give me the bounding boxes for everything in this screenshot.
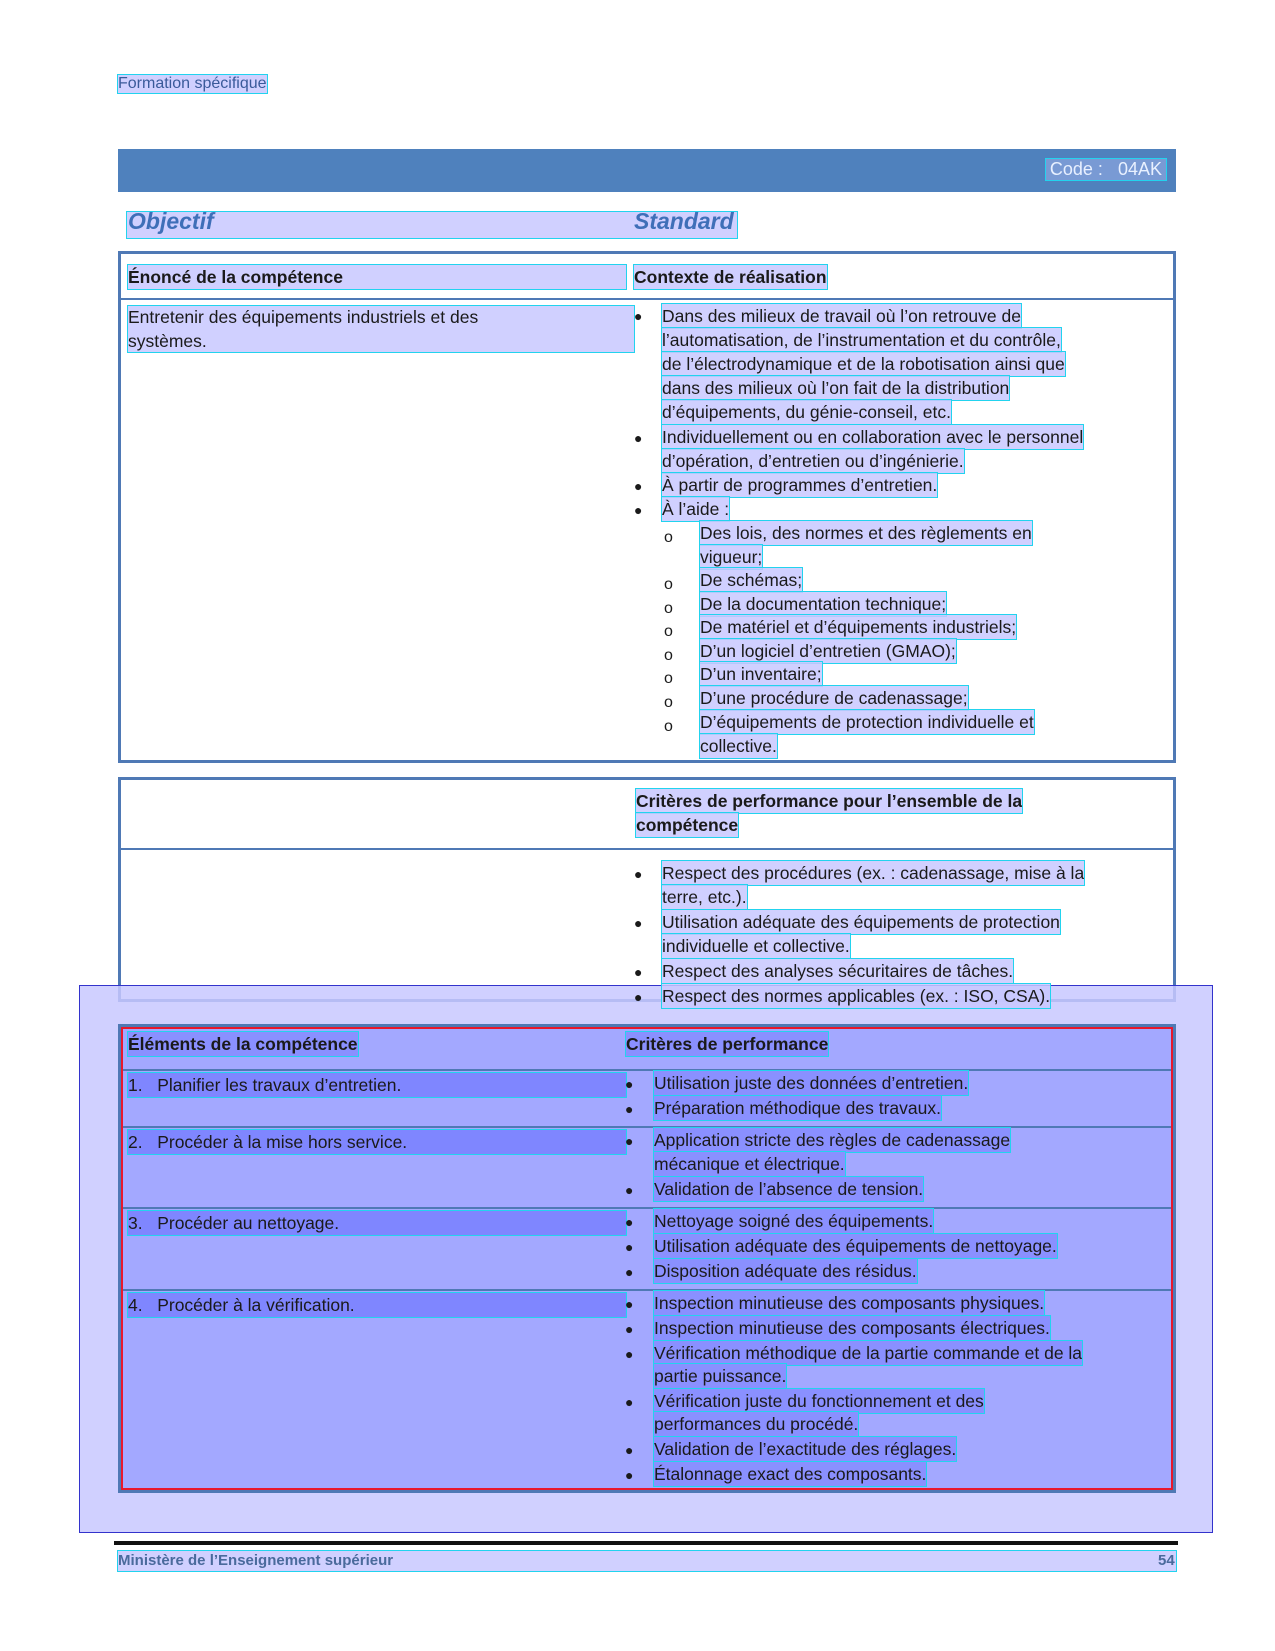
- performance-criterion: Nettoyage soigné des équipements.: [654, 1211, 934, 1231]
- aid-line: D’un inventaire;: [700, 664, 822, 684]
- performance-criterion: Disposition adéquate des résidus.: [654, 1261, 917, 1281]
- performance-criterion: Étalonnage exact des composants.: [654, 1464, 927, 1484]
- element-item: [128, 1130, 626, 1154]
- page-number: 54: [1158, 1552, 1175, 1569]
- element-label: Planifier les travaux d’entretien.: [157, 1075, 402, 1095]
- bullet: ●: [625, 1346, 634, 1362]
- performance-header: Critères de performance: [626, 1034, 829, 1054]
- overall-criterion: individuelle et collective.: [662, 936, 850, 956]
- bullet: ●: [625, 1239, 634, 1255]
- performance-criterion: partie puissance.: [654, 1366, 787, 1386]
- performance-criterion: Utilisation juste des données d’entretien.: [654, 1073, 969, 1093]
- context-line: d’opération, d’entretien ou d’ingénierie.: [662, 451, 964, 471]
- element-label: Procéder au nettoyage.: [157, 1213, 340, 1233]
- competence-header: Énoncé de la compétence: [128, 265, 626, 289]
- overall-criterion: terre, etc.).: [662, 887, 747, 907]
- bullet: ●: [625, 1467, 634, 1483]
- context-line: dans des milieux où l’on fait de la distribution: [662, 378, 1010, 398]
- aid-line: Des lois, des normes et des règlements en: [700, 523, 1032, 543]
- element-item: [128, 1073, 626, 1097]
- element-number: 1.: [128, 1075, 143, 1095]
- bullet: ●: [634, 502, 643, 518]
- context-line: d’équipements, du génie-conseil, etc.: [662, 402, 951, 422]
- code-label-text: Code :: [1049, 159, 1103, 179]
- bullet: ●: [634, 478, 643, 494]
- bullet: ●: [634, 989, 643, 1005]
- standard-heading: Standard: [634, 208, 734, 234]
- performance-criterion: Vérification méthodique de la partie commande et de la: [654, 1343, 1083, 1363]
- bullet: ●: [625, 1321, 634, 1337]
- bullet: ●: [634, 915, 643, 931]
- overall-criterion: Respect des normes applicables (ex. : ISO, CSA).: [662, 986, 1051, 1006]
- context-line: À partir de programmes d’entretien.: [662, 475, 938, 495]
- performance-criterion: Application stricte des règles de cadenassage: [654, 1130, 1011, 1150]
- performance-criterion: Validation de l’absence de tension.: [654, 1179, 924, 1199]
- aid-line: D’un logiciel d’entretien (GMAO);: [700, 641, 956, 661]
- bullet: ●: [634, 430, 643, 446]
- circle-bullet: o: [664, 623, 673, 640]
- bullet: ●: [625, 1394, 634, 1410]
- overall-criterion: Respect des procédures (ex. : cadenassage, mise à la: [662, 863, 1085, 883]
- bullet: ●: [625, 1296, 634, 1312]
- bullet: ●: [634, 866, 643, 882]
- footer-ministry: Ministère de l’Enseignement supérieur: [118, 1552, 394, 1569]
- aid-line: De matériel et d’équipements industriels;: [700, 617, 1017, 637]
- circle-bullet: o: [664, 576, 673, 593]
- code-value: 04AK: [1117, 159, 1162, 179]
- performance-criterion: Inspection minutieuse des composants physiques.: [654, 1293, 1045, 1313]
- performance-criterion: Préparation méthodique des travaux.: [654, 1098, 941, 1118]
- overall-criteria-header: compétence: [636, 815, 739, 835]
- bullet: ●: [634, 308, 643, 324]
- element-label: Procéder à la mise hors service.: [157, 1132, 408, 1152]
- context-line: de l’électrodynamique et de la robotisation ainsi que: [662, 354, 1065, 374]
- bullet: ●: [625, 1076, 634, 1092]
- bullet: ●: [634, 964, 643, 980]
- aid-line: vigueur;: [700, 547, 763, 567]
- aid-line: collective.: [700, 736, 777, 756]
- element-number: 3.: [128, 1213, 143, 1233]
- performance-criterion: mécanique et électrique.: [654, 1154, 845, 1174]
- footer-rule: [114, 1541, 1178, 1545]
- circle-bullet: o: [664, 670, 673, 687]
- overall-criterion: Respect des analyses sécuritaires de tâches.: [662, 961, 1014, 981]
- bullet: ●: [625, 1101, 634, 1117]
- elements-header: Éléments de la compétence: [128, 1034, 358, 1054]
- context-header: Contexte de réalisation: [634, 267, 827, 287]
- performance-criterion: Validation de l’exactitude des réglages.: [654, 1439, 957, 1459]
- divider: [121, 848, 1173, 850]
- bullet: ●: [625, 1133, 634, 1149]
- context-line: l’automatisation, de l’instrumentation et du contrôle,: [662, 330, 1061, 350]
- aid-line: D’une procédure de cadenassage;: [700, 688, 968, 708]
- performance-criterion: Vérification juste du fonctionnement et des: [654, 1391, 984, 1411]
- bullet: ●: [625, 1442, 634, 1458]
- element-number: 4.: [128, 1295, 143, 1315]
- circle-bullet: o: [664, 647, 673, 664]
- circle-bullet: o: [664, 529, 673, 546]
- bullet: ●: [625, 1264, 634, 1280]
- circle-bullet: o: [664, 718, 673, 735]
- overall-criteria-header: Critères de performance pour l’ensemble de la: [636, 791, 1023, 811]
- aid-line: De la documentation technique;: [700, 594, 947, 614]
- context-line: Individuellement ou en collaboration avec le personnel: [662, 427, 1084, 447]
- context-line: À l’aide :: [662, 499, 730, 519]
- code-label: [1046, 159, 1166, 180]
- aid-line: D’équipements de protection individuelle et: [700, 712, 1034, 732]
- bullet: ●: [625, 1182, 634, 1198]
- aid-line: De schémas;: [700, 570, 803, 590]
- element-number: 2.: [128, 1132, 143, 1152]
- divider: [121, 298, 1173, 300]
- element-item: [128, 1211, 626, 1235]
- circle-bullet: o: [664, 694, 673, 711]
- element-item: [128, 1293, 626, 1317]
- performance-criterion: Utilisation adéquate des équipements de nettoyage.: [654, 1236, 1057, 1256]
- code-bar: [118, 149, 1176, 192]
- context-line: Dans des milieux de travail où l’on retrouve de: [662, 306, 1021, 326]
- statement-line: Entretenir des équipements industriels et des: [128, 307, 479, 327]
- bullet: ●: [625, 1214, 634, 1230]
- element-label: Procéder à la vérification.: [157, 1295, 355, 1315]
- performance-criterion: Inspection minutieuse des composants électriques.: [654, 1318, 1050, 1338]
- circle-bullet: o: [664, 600, 673, 617]
- section-title: Formation spécifique: [118, 75, 267, 92]
- statement-line: systèmes.: [128, 331, 207, 351]
- objective-heading: Objectif: [128, 208, 214, 234]
- performance-criterion: performances du procédé.: [654, 1414, 859, 1434]
- overall-criterion: Utilisation adéquate des équipements de protection: [662, 912, 1060, 932]
